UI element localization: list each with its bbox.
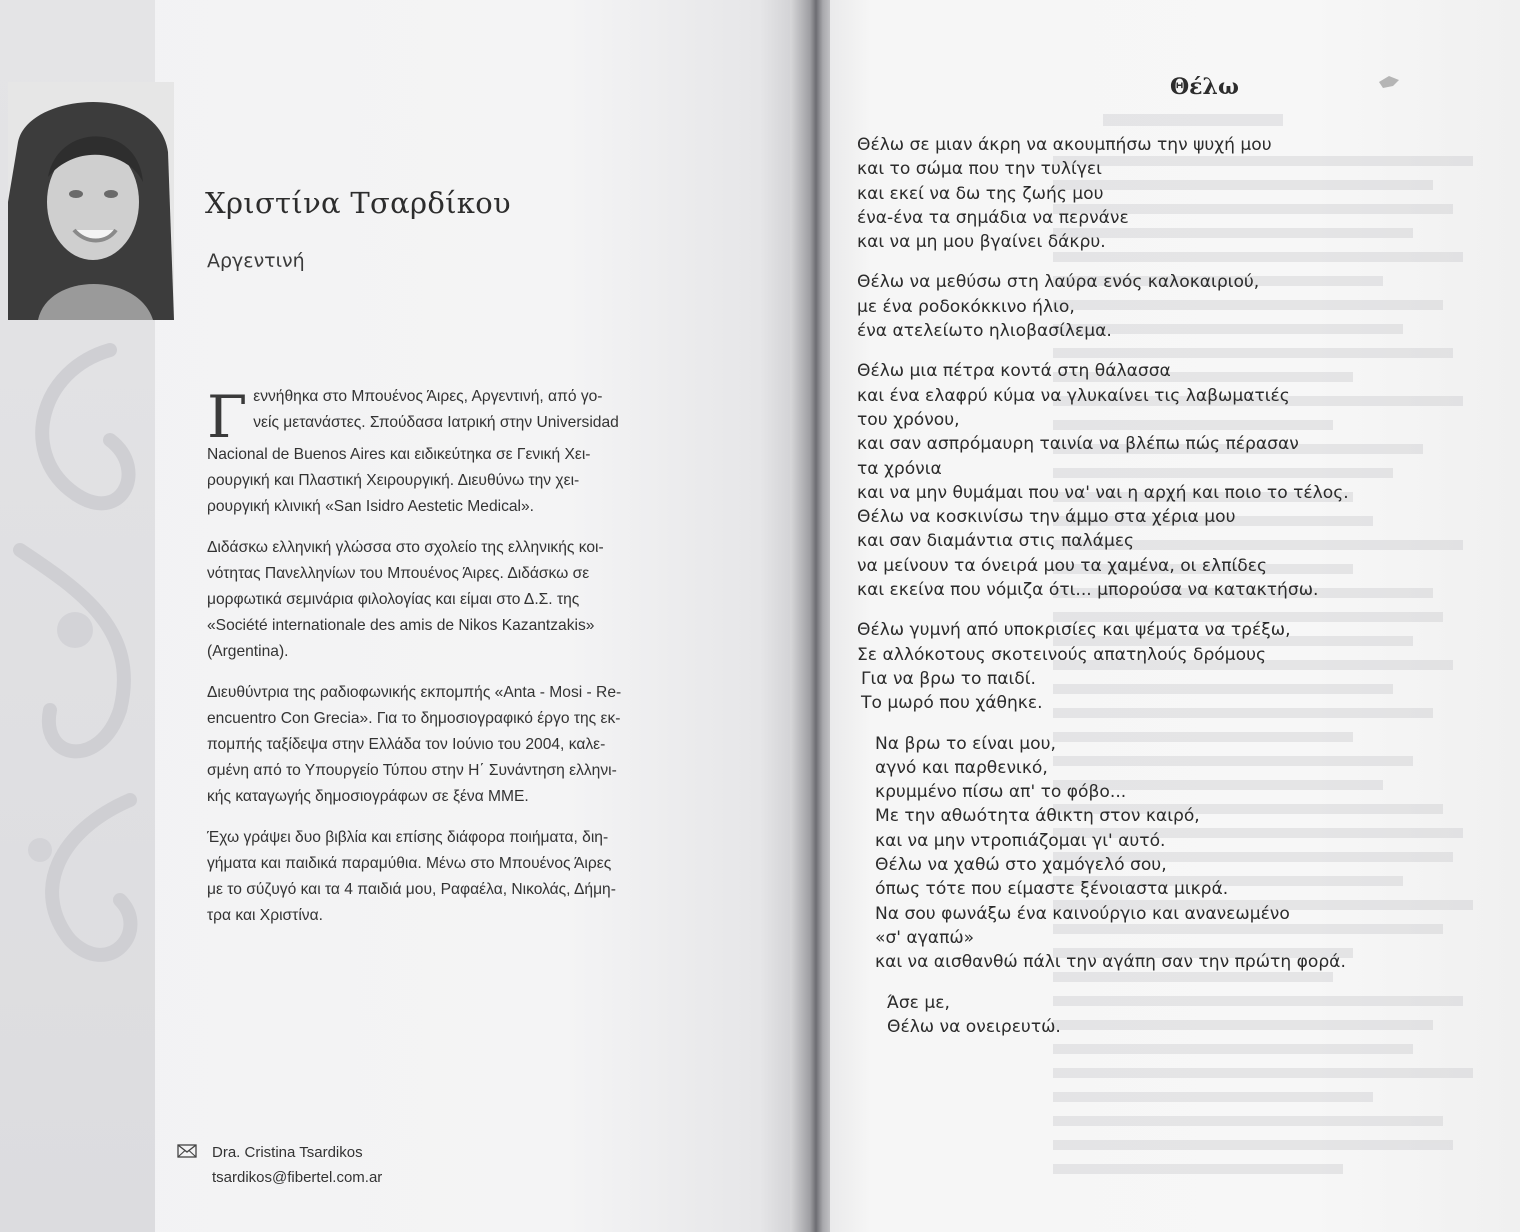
poem-line: «σ' αγαπώ» <box>875 927 975 948</box>
poem-title: Θέλω <box>1170 74 1239 100</box>
bio-line: ρουργική κλινική «San Isidro Aestetic Medical». <box>207 498 535 516</box>
bio-line: ρουργική και Πλαστική Χειρουργική. Διευθύνω την χει- <box>207 472 580 490</box>
poem-line: τα χρόνια <box>857 458 942 479</box>
bio-paragraph <box>207 535 707 666</box>
poem-line: με ένα ροδοκόκκινο ήλιο, <box>857 296 1075 317</box>
author-bio <box>207 384 707 943</box>
poem-body <box>857 133 1349 1055</box>
poem-line: και εκεί να δω της ζωής μου <box>857 183 1104 204</box>
poem-line: όπως τότε που είμαστε ξένοιαστα μικρά. <box>875 879 1229 900</box>
poem-line: Σε αλλόκοτους σκοτεινούς απατηλούς δρόμους <box>857 644 1267 665</box>
poem-line: ένα-ένα τα σημάδια να περνάνε <box>857 207 1129 228</box>
poem-stanza <box>857 732 1349 975</box>
poem-line: Να σου φωνάξω ένα καινούργιο και ανανεωμένο <box>875 903 1290 924</box>
bio-line: νείς μετανάστες. Σπούδασα Ιατρική στην Universidad <box>253 414 619 432</box>
author-photo-icon <box>8 82 174 320</box>
contact-name: Dra. Cristina Tsardikos <box>212 1144 363 1161</box>
poem-line: και να μη μου βγαίνει δάκρυ. <box>857 232 1106 253</box>
poem-line: και εκείνα που νόμιζα ότι... μπορούσα να κατακτήσω. <box>857 580 1319 601</box>
bio-line: (Argentina). <box>207 643 289 661</box>
poem-line: Θέλω να μεθύσω στη λαύρα ενός καλοκαιριού, <box>857 272 1260 293</box>
bio-line: Διευθύντρια της ραδιοφωνικής εκπομπής «Anta - Mosi - Re- <box>207 683 622 701</box>
bio-line: Έχω γράψει δυο βιβλία και επίσης διάφορα ποιήματα, διη- <box>207 828 609 846</box>
poem-line: Να βρω το είναι μου, <box>875 733 1056 754</box>
poem-stanza <box>857 359 1349 602</box>
bio-line: νότητας Πανελληνίων του Μπουένος Άιρες. Διδάσκω σε <box>207 564 590 582</box>
author-country: Αργεντινή <box>207 250 305 272</box>
bio-line: γήματα και παιδικά παραμύθια. Μένω στο Μπουένος Άιρες <box>207 854 612 872</box>
poem-line: του χρόνου, <box>857 409 960 430</box>
bio-line: πομπής ταξίδεψα στην Ελλάδα τον Ιούνιο του 2004, καλε- <box>207 736 606 754</box>
bio-line: με το σύζυγό και τα 4 παιδιά μου, Ραφαέλα, Νικολάς, Δήμη- <box>207 881 616 899</box>
bio-line: «Société internationale des amis de Nikos Kazantzakis» <box>207 617 595 635</box>
poem-stanza <box>857 133 1349 254</box>
poem-line: Θέλω γυμνή από υποκρισίες και ψέματα να τρέξω, <box>857 620 1291 641</box>
poem-line: αγνό και παρθενικό, <box>875 757 1048 778</box>
bio-line: τρα και Χριστίνα. <box>207 907 323 925</box>
author-name: Χριστίνα Τσαρδίκου <box>205 186 511 220</box>
poem-line: Θέλω να χαθώ στο χαμόγελό σου, <box>875 855 1167 876</box>
poem-line: Θέλω να ονειρευτώ. <box>887 1016 1061 1037</box>
poem-line: να μείνουν τα όνειρά μου τα χαμένα, οι ελπίδες <box>857 555 1268 576</box>
poem-stanza <box>857 618 1349 715</box>
poem-line: Με την αθωότητα άθικτη στον καιρό, <box>875 806 1200 827</box>
paper-speck-icon <box>1375 72 1405 96</box>
poem-line: Θέλω μια πέτρα κοντά στη θάλασσα <box>857 361 1171 382</box>
author-portrait <box>8 82 174 320</box>
poem-stanza <box>857 991 1349 1040</box>
poem-line: και σαν ασπρόμαυρη ταινία να βλέπω πώς πέρασαν <box>857 434 1299 455</box>
author-contact <box>177 1140 382 1190</box>
bio-paragraph <box>207 825 707 930</box>
bio-line: Nacional de Buenos Aires και ειδικεύτηκα σε Γενική Χει- <box>207 446 591 463</box>
poem-line: και να μην ντροπιάζομαι γι' αυτό. <box>875 830 1166 851</box>
poem-line: ένα ατελείωτο ηλιοβασίλεμα. <box>857 321 1112 342</box>
bio-line: εννήθηκα στο Μπουένος Άιρες, Αργεντινή, από γο- <box>253 388 603 405</box>
bio-line: encuentro Con Grecia». Για το δημοσιογραφικό έργο της εκ- <box>207 709 621 727</box>
poem-line: Άσε με, <box>887 992 950 1013</box>
poem-line: και να αισθανθώ πάλι την αγάπη σαν την πρώτη φορά. <box>875 952 1346 973</box>
bio-paragraph <box>207 384 707 521</box>
bio-line: Διδάσκω ελληνική γλώσσα στο σχολείο της ελληνικής κοι- <box>207 538 604 556</box>
poem-line: Το μωρό που χάθηκε. <box>861 693 1043 714</box>
poem-line: και να μην θυμάμαι που να' ναι η αρχή και ποιο το τέλος. <box>857 482 1349 503</box>
poem-line: και ένα ελαφρύ κύμα να γλυκαίνει τις λαβωματιές <box>857 385 1290 406</box>
poem-line: κρυμμένο πίσω απ' το φόβο... <box>875 782 1127 803</box>
ornament-swirl-icon <box>0 330 155 1030</box>
bio-line: σμένη από το Υπουργείο Τύπου στην Η΄ Συνάντηση ελληνι- <box>207 762 617 780</box>
bio-paragraph <box>207 680 707 811</box>
poem-line: Για να βρω το παιδί. <box>861 668 1036 689</box>
poem-line: Θέλω σε μιαν άκρη να ακουμπήσω την ψυχή μου <box>857 135 1272 155</box>
poem-stanza <box>857 270 1349 343</box>
contact-email[interactable]: tsardikos@fibertel.com.ar <box>212 1169 383 1186</box>
poem-line: Θέλω να κοσκινίσω την άμμο στα χέρια μου <box>857 507 1236 528</box>
bio-line: κής καταγωγής δημοσιογράφων σε ξένα ΜΜΕ. <box>207 788 529 806</box>
poem-line: και σαν διαμάντια στις παλάμες <box>857 531 1135 552</box>
envelope-icon <box>177 1144 197 1158</box>
bio-dropcap: Γ <box>207 383 248 451</box>
bio-line: μορφωτικά σεμινάρια φιλολογίας και είμαι στο Δ.Σ. της <box>207 591 580 609</box>
poem-line: και το σώμα που την τυλίγει <box>857 159 1102 180</box>
